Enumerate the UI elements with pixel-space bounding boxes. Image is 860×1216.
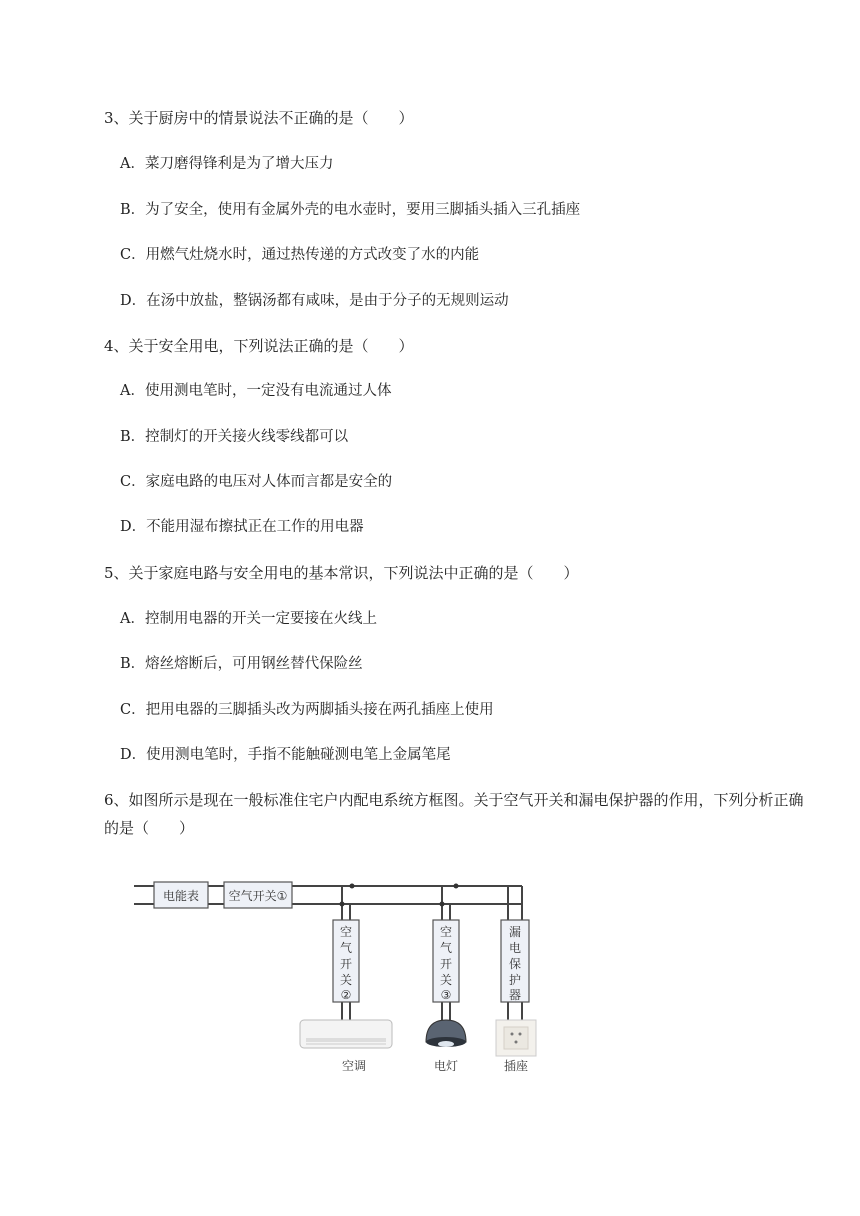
branch-switch-2-char: 开 [339,957,353,971]
branch-switch-2-char: 气 [339,941,353,955]
question-5-option-b: B．熔丝熔断后，可用钢丝替代保险丝 [120,656,363,672]
leakage-protector-char: 护 [508,973,522,987]
leakage-protector-char: 电 [508,941,522,955]
leakage-protector-char: 保 [508,957,522,971]
main-switch-label: 空气开关① [228,889,288,903]
branch-switch-3-char: 空 [439,925,453,939]
branch-switch-2-char: 关 [339,973,353,987]
branch-switch-3-char: ③ [440,988,452,1002]
question-5-option-d: D．使用测电笔时，手指不能触碰测电笔上金属笔尾 [120,747,451,763]
question-4-option-b: B．控制灯的开关接火线零线都可以 [120,429,349,445]
question-3-option-a: A．菜刀磨得锋利是为了增大压力 [120,156,334,172]
question-6-stem: 6、如图所示是现在一般标准住宅户内配电系统方框图。关于空气开关和漏电保护器的作用，下列分析正确的是（ ） [104,791,804,837]
question-4-stem: 4、关于安全用电，下列说法正确的是（ ） [104,337,414,355]
question-3-option-c: C．用燃气灶烧水时，通过热传递的方式改变了水的内能 [120,247,480,263]
branch-switch-2-char: 空 [339,925,353,939]
question-3-stem: 3、关于厨房中的情景说法不正确的是（ ） [104,109,414,127]
branch-switch-3-char: 气 [439,941,453,955]
meter-box [154,882,208,908]
caption-air-conditioner: 空调 [341,1059,367,1073]
caption-socket: 插座 [503,1059,529,1073]
branch-switch-3-box [433,920,459,1002]
leakage-protector-char: 漏 [508,925,522,939]
question-3-option-b: B．为了安全，使用有金属外壳的电水壶时，要用三脚插头插入三孔插座 [120,202,581,218]
lamp-icon [426,1020,466,1047]
distribution-diagram [120,870,540,1080]
question-5-option-a: A．控制用电器的开关一定要接在火线上 [120,611,377,627]
branch-switch-2-box [333,920,359,1002]
branch-switch-2-char: ② [340,988,352,1002]
main-switch-box [224,882,292,908]
branch-switch-3-char: 开 [439,957,453,971]
caption-lamp: 电灯 [433,1059,459,1073]
question-4-option-d: D．不能用湿布擦拭正在工作的用电器 [120,519,364,535]
leakage-protector-char: 器 [508,988,522,1002]
question-4-option-a: A．使用测电笔时，一定没有电流通过人体 [120,383,392,399]
leakage-protector-box [501,920,529,1002]
meter-label: 电能表 [162,889,200,903]
air-conditioner-icon [300,1020,392,1048]
socket-icon [496,1020,536,1056]
question-5-option-c: C．把用电器的三脚插头改为两脚插头接在两孔插座上使用 [120,702,494,718]
branch-switch-3-char: 关 [439,973,453,987]
question-5-stem: 5、关于家庭电路与安全用电的基本常识，下列说法中正确的是（ ） [104,564,579,582]
question-4-option-c: C．家庭电路的电压对人体而言都是安全的 [120,474,393,490]
question-3-option-d: D．在汤中放盐，整锅汤都有咸味，是由于分子的无规则运动 [120,293,509,309]
